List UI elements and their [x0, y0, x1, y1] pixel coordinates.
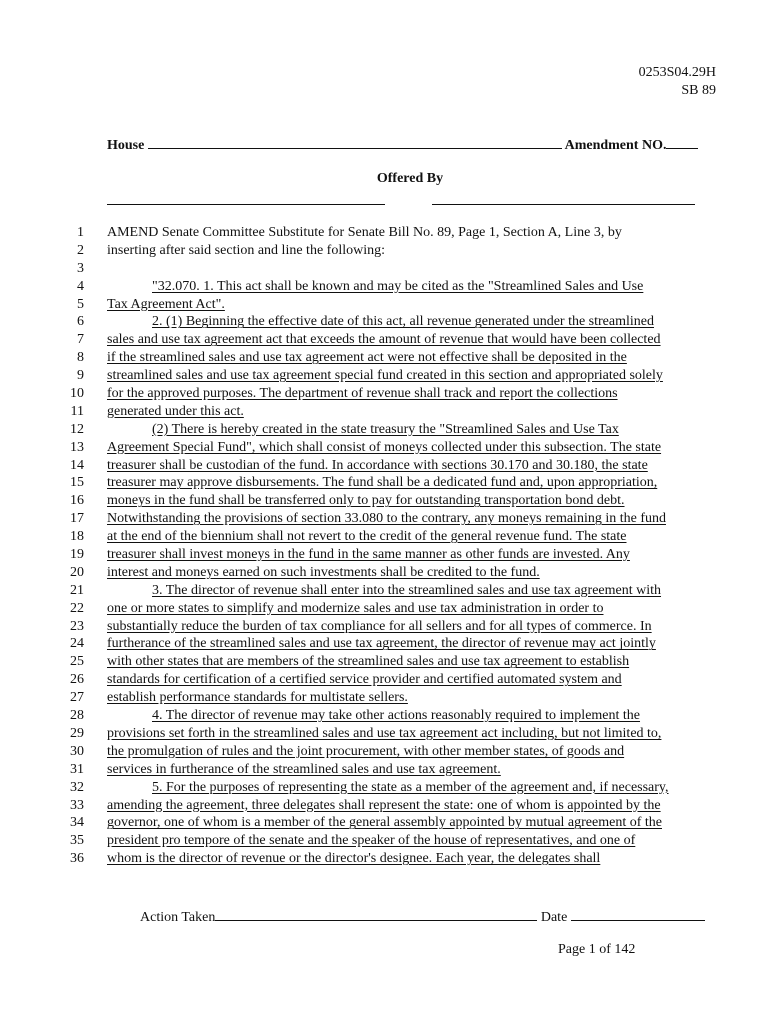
line-text: moneys in the fund shall be transferred only to pay for outstanding transportation bond debt. — [107, 493, 625, 509]
text-line — [0, 814, 770, 832]
text-line — [0, 439, 770, 457]
amendment-label: Amendment NO. — [564, 138, 667, 153]
line-number: 35 — [70, 833, 84, 849]
line-text: president pro tempore of the senate and the speaker of the house of representatives, and one of — [107, 833, 636, 849]
text-line — [0, 510, 770, 528]
line-number: 10 — [70, 386, 84, 402]
line-text: substantially reduce the burden of tax compliance for all sellers and for all types of commerce. In — [107, 618, 652, 634]
line-text: treasurer may approve disbursements. The fund shall be a dedicated fund and, upon appropriation, — [107, 475, 658, 491]
text-line — [0, 492, 770, 510]
text-line — [0, 832, 770, 850]
text-line — [0, 797, 770, 815]
line-text: inserting after said section and line the following: — [107, 242, 385, 258]
line-number: 3 — [77, 260, 84, 276]
line-text: treasurer shall invest moneys in the fund in the same manner as other funds are invested. Any — [107, 547, 630, 563]
line-number: 29 — [70, 725, 84, 741]
text-line — [0, 367, 770, 385]
line-number: 7 — [77, 332, 84, 348]
document-code: 0253S04.29H — [638, 65, 716, 80]
line-text: Notwithstanding the provisions of section 33.080 to the contrary, any moneys remaining in the fund — [107, 511, 666, 527]
house-blank-line — [148, 134, 562, 149]
line-number: 15 — [70, 475, 84, 491]
line-text: furtherance of the streamlined sales and use tax agreement, the director of revenue may act jointly — [107, 636, 656, 652]
offered-by-label: Offered By — [376, 171, 444, 186]
line-text: standards for certification of a certified service provider and certified automated system and — [107, 672, 622, 688]
text-line — [0, 653, 770, 671]
line-number: 33 — [70, 797, 84, 813]
text-line — [0, 349, 770, 367]
text-line — [0, 385, 770, 403]
signature-line-left — [107, 190, 385, 205]
line-text: 2. (1) Beginning the effective date of this act, all revenue generated under the streamlined — [152, 314, 654, 330]
line-number: 6 — [77, 314, 84, 330]
line-text: (2) There is hereby created in the state treasury the "Streamlined Sales and Use Tax — [152, 421, 619, 437]
line-number: 23 — [70, 618, 84, 634]
text-line — [0, 582, 770, 600]
page-number: Page 1 of 142 — [558, 942, 636, 957]
line-text: streamlined sales and use tax agreement special fund created in this section and appropriated solely — [107, 368, 663, 384]
text-line — [0, 546, 770, 564]
text-line — [0, 278, 770, 296]
line-number: 30 — [70, 743, 84, 759]
action-taken-label: Action Taken — [140, 910, 216, 925]
line-text: for the approved purposes. The department of revenue shall track and report the collections — [107, 386, 618, 402]
document-code-block — [639, 64, 716, 100]
date-blank — [571, 906, 705, 921]
line-text: whom is the director of revenue or the director's designee. Each year, the delegates shall — [107, 851, 601, 867]
line-number: 14 — [70, 457, 84, 473]
text-line — [0, 600, 770, 618]
text-line — [0, 689, 770, 707]
line-number: 26 — [70, 672, 84, 688]
text-line — [0, 528, 770, 546]
line-text: 4. The director of revenue may take other actions reasonably required to implement the — [152, 708, 641, 724]
text-line — [0, 457, 770, 475]
line-text: Agreement Special Fund", which shall consist of moneys collected under this subsection. The state — [107, 439, 662, 455]
line-number: 16 — [70, 493, 84, 509]
line-text: "32.070. 1. This act shall be known and may be cited as the "Streamlined Sales and Use — [152, 278, 644, 294]
text-line — [0, 242, 770, 260]
line-text: 5. For the purposes of representing the state as a member of the agreement and, if necessary, — [152, 779, 669, 795]
date-label: Date — [540, 910, 568, 925]
line-text: amending the agreement, three delegates shall represent the state: one of whom is appointed by the — [107, 797, 661, 813]
line-text: treasurer shall be custodian of the fund. In accordance with sections 30.170 and 30.180, the state — [107, 457, 648, 473]
line-text: governor, one of whom is a member of the general assembly appointed by mutual agreement of the — [107, 815, 662, 831]
text-line — [0, 224, 770, 242]
signature-line-right — [432, 190, 695, 205]
text-line — [0, 421, 770, 439]
line-number: 20 — [70, 564, 84, 580]
text-line — [0, 313, 770, 331]
text-line — [0, 779, 770, 797]
action-taken-row — [140, 906, 705, 926]
line-number: 13 — [70, 439, 84, 455]
text-line — [0, 260, 770, 278]
line-number: 4 — [77, 278, 84, 294]
line-text: Tax Agreement Act". — [107, 296, 225, 312]
text-line — [0, 850, 770, 868]
line-text: sales and use tax agreement act that exceeds the amount of revenue that would have been collected — [107, 332, 661, 348]
text-line — [0, 725, 770, 743]
line-number: 18 — [70, 529, 84, 545]
line-number: 27 — [70, 690, 84, 706]
line-number: 28 — [70, 708, 84, 724]
text-line — [0, 635, 770, 653]
line-number: 36 — [70, 851, 84, 867]
line-text: AMEND Senate Committee Substitute for Senate Bill No. 89, Page 1, Section A, Line 3, by — [107, 225, 622, 240]
offered-by-signature-lines — [107, 190, 695, 206]
line-number: 12 — [70, 421, 84, 437]
text-line — [0, 331, 770, 349]
text-line — [0, 743, 770, 761]
line-number: 8 — [77, 350, 84, 366]
text-line — [0, 403, 770, 421]
line-number: 2 — [77, 242, 84, 258]
line-number: 32 — [70, 779, 84, 795]
amendment-number-blank — [666, 134, 698, 149]
line-number: 19 — [70, 547, 84, 563]
amendment-text — [0, 224, 770, 868]
line-text: the promulgation of rules and the joint procurement, with other member states, of goods and — [107, 743, 625, 759]
text-line — [0, 296, 770, 314]
line-text: establish performance standards for multistate sellers. — [107, 690, 408, 706]
line-number: 17 — [70, 511, 84, 527]
line-text: if the streamlined sales and use tax agreement act were not effective shall be deposited in the — [107, 350, 627, 366]
text-line — [0, 564, 770, 582]
line-number: 22 — [70, 600, 84, 616]
text-line — [0, 761, 770, 779]
line-number: 31 — [70, 761, 84, 777]
line-number: 9 — [77, 368, 84, 384]
line-text: at the end of the biennium shall not revert to the credit of the general revenue fund. The state — [107, 529, 627, 545]
line-number: 25 — [70, 654, 84, 670]
line-number: 21 — [70, 582, 84, 598]
line-number: 24 — [70, 636, 84, 652]
line-text: provisions set forth in the streamlined sales and use tax agreement act including, but not limited to, — [107, 725, 662, 741]
text-line — [0, 474, 770, 492]
line-number: 34 — [70, 815, 84, 831]
line-number: 5 — [77, 296, 84, 312]
house-label: House — [107, 138, 145, 153]
house-amendment-row — [107, 134, 713, 154]
line-text: services in furtherance of the streamlined sales and use tax agreement. — [107, 761, 501, 777]
text-line — [0, 671, 770, 689]
text-line — [0, 707, 770, 725]
line-number: 11 — [70, 403, 84, 419]
text-line — [0, 618, 770, 636]
line-text: interest and moneys earned on such investments shall be credited to the fund. — [107, 564, 540, 580]
line-text: generated under this act. — [107, 403, 244, 419]
bill-number: SB 89 — [681, 83, 716, 98]
line-number: 1 — [77, 225, 84, 240]
line-text: one or more states to simplify and modernize sales and use tax administration in order to — [107, 600, 604, 616]
action-taken-blank — [215, 906, 537, 921]
line-text: with other states that are members of the streamlined sales and use tax agreement to establish — [107, 654, 630, 670]
line-text: 3. The director of revenue shall enter into the streamlined sales and use tax agreement with — [152, 582, 662, 598]
